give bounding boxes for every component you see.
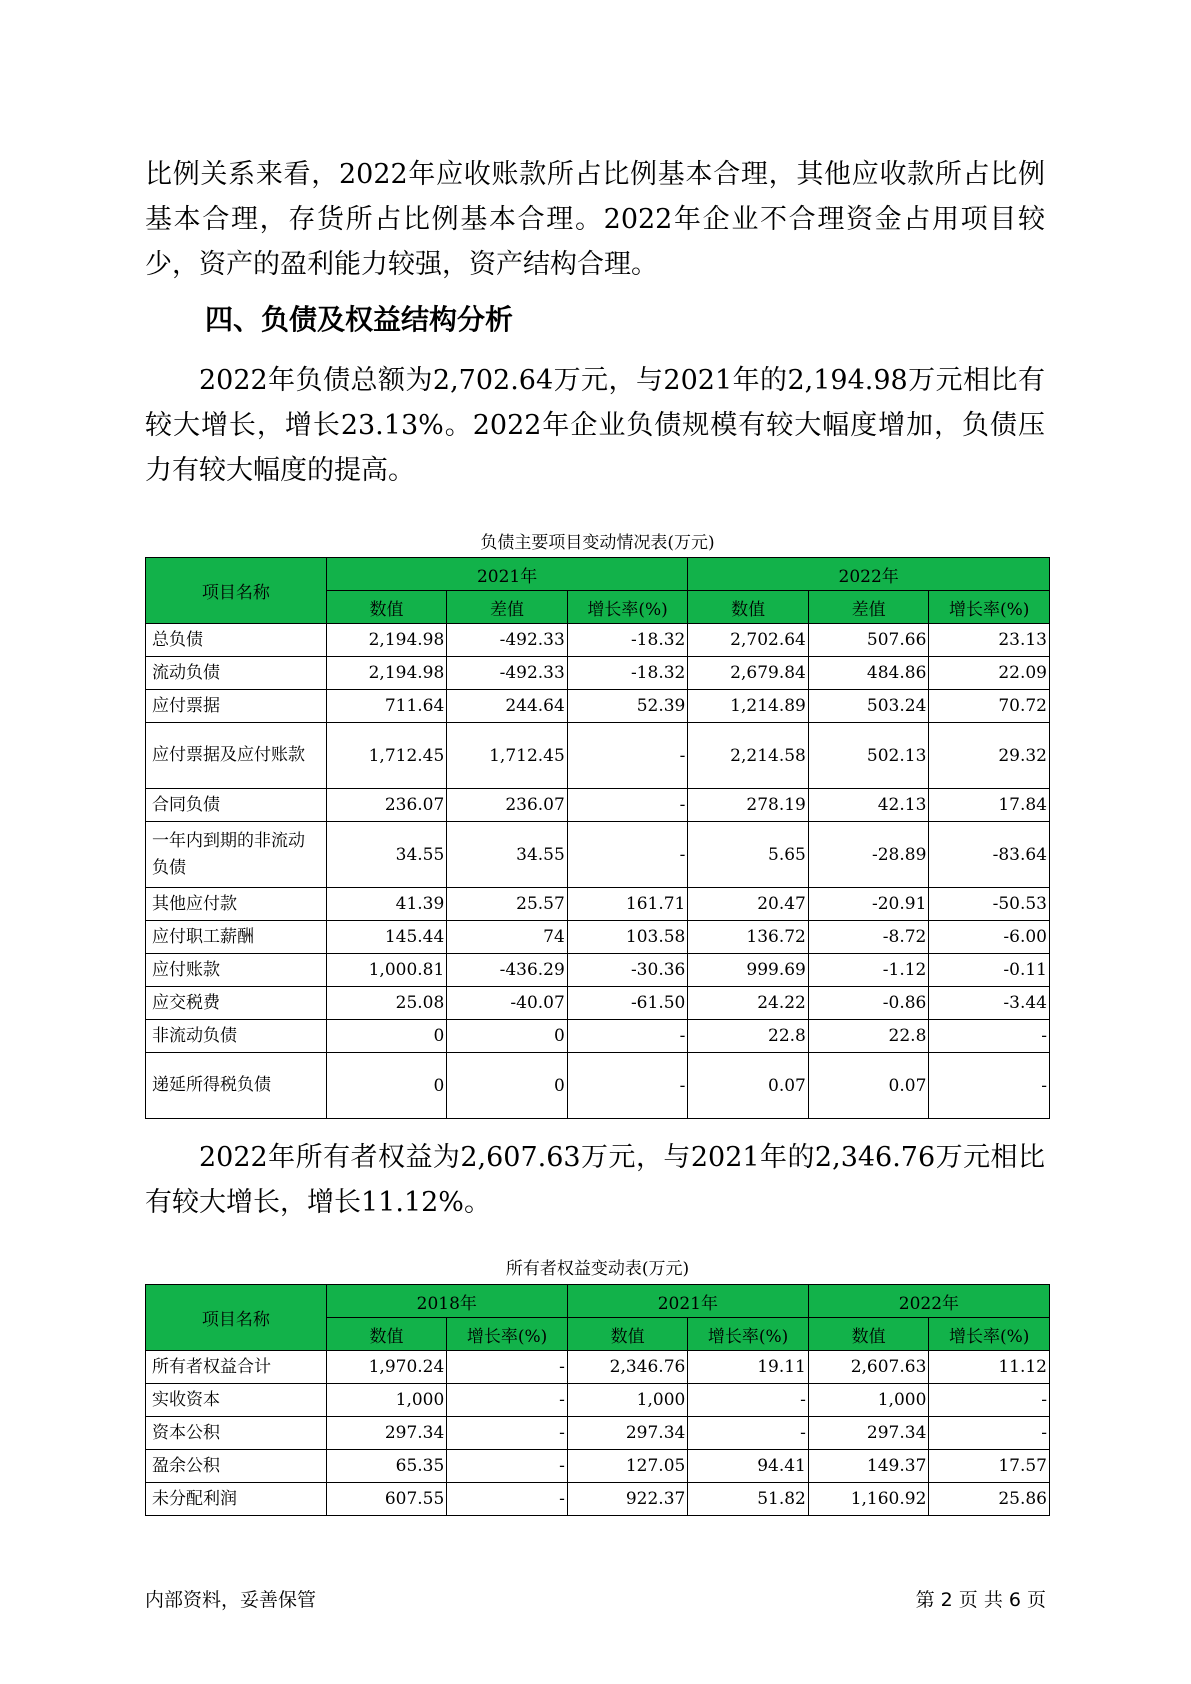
header-value: 数值 [326,1318,447,1351]
value-2021: 127.05 [567,1450,688,1483]
table-row [146,987,1050,1020]
diff-2021: 34.55 [447,822,568,888]
header-item-name: 项目名称 [146,558,327,624]
page-number: 第 2 页 共 6 页 [915,1589,1046,1611]
row-name: 应付账款 [146,954,327,987]
liability-table [145,557,1050,1119]
row-name: 应付票据及应付账款 [146,723,327,789]
rate-2021: -61.50 [567,987,688,1020]
diff-2022: 22.8 [808,1020,929,1053]
header-year-2022: 2022年 [688,558,1050,591]
value-2022: 24.22 [688,987,809,1020]
value-2022: 2,679.84 [688,657,809,690]
diff-2022: 42.13 [808,789,929,822]
rate-2022: 17.84 [929,789,1050,822]
rate-2022: -6.00 [929,921,1050,954]
rate-2022: 25.86 [929,1483,1050,1516]
row-name: 其他应付款 [146,888,327,921]
header-value: 数值 [326,591,447,624]
diff-2022: 502.13 [808,723,929,789]
diff-2021: 0 [447,1020,568,1053]
rate-2021: 52.39 [567,690,688,723]
row-name: 盈余公积 [146,1450,327,1483]
value-2021: 297.34 [567,1417,688,1450]
value-2021: 41.39 [326,888,447,921]
row-name: 合同负债 [146,789,327,822]
rate-2022: - [929,1384,1050,1417]
rate-2018: - [447,1450,568,1483]
rate-2021: 19.11 [688,1351,809,1384]
row-name: 应交税费 [146,987,327,1020]
equity-table [145,1284,1050,1516]
table-row [146,1053,1050,1119]
value-2021: 25.08 [326,987,447,1020]
rate-2021: 161.71 [567,888,688,921]
equity-table-caption: 所有者权益变动表(万元) [505,1259,690,1279]
value-2018: 607.55 [326,1483,447,1516]
diff-2021: 74 [447,921,568,954]
rate-2022: 29.32 [929,723,1050,789]
rate-2022: -83.64 [929,822,1050,888]
table-row [146,954,1050,987]
rate-2022: 22.09 [929,657,1050,690]
value-2021: 922.37 [567,1483,688,1516]
diff-2022: -0.86 [808,987,929,1020]
header-rate: 增长率(%) [929,591,1050,624]
rate-2018: - [447,1483,568,1516]
value-2021: 2,346.76 [567,1351,688,1384]
diff-2021: -40.07 [447,987,568,1020]
row-name: 实收资本 [146,1384,327,1417]
value-2021: 34.55 [326,822,447,888]
diff-2021: 0 [447,1053,568,1119]
header-year-2018: 2018年 [326,1285,567,1318]
row-name: 一年内到期的非流动负债 [146,822,327,888]
header-year-2021: 2021年 [567,1285,808,1318]
liability-summary-paragraph: 2022年负债总额为2,702.64万元，与2021年的2,194.98万元相比有较大增长，增长23.13%。2022年企业负债规模有较大幅度增加，负债压力有较大幅度的提高。 [145,365,1045,486]
rate-2021: 94.41 [688,1450,809,1483]
rate-2021: - [567,822,688,888]
header-rate: 增长率(%) [567,591,688,624]
value-2022: 1,160.92 [808,1483,929,1516]
row-name: 未分配利润 [146,1483,327,1516]
diff-2021: 244.64 [447,690,568,723]
row-name: 流动负债 [146,657,327,690]
header-year-2022: 2022年 [808,1285,1049,1318]
row-name: 递延所得税负债 [146,1053,327,1119]
diff-2022: 507.66 [808,624,929,657]
diff-2022: 0.07 [808,1053,929,1119]
value-2022: 0.07 [688,1053,809,1119]
value-2021: 145.44 [326,921,447,954]
rate-2021: - [567,789,688,822]
rate-2021: -18.32 [567,624,688,657]
rate-2022: 11.12 [929,1351,1050,1384]
value-2021: 0 [326,1020,447,1053]
rate-2022: - [929,1053,1050,1119]
value-2018: 1,000 [326,1384,447,1417]
rate-2018: - [447,1351,568,1384]
table-row [146,723,1050,789]
rate-2021: - [567,1020,688,1053]
rate-2022: - [929,1417,1050,1450]
rate-2022: 17.57 [929,1450,1050,1483]
row-name: 应付票据 [146,690,327,723]
table-row [146,1483,1050,1516]
header-item-name: 项目名称 [146,1285,327,1351]
value-2018: 65.35 [326,1450,447,1483]
diff-2021: 236.07 [447,789,568,822]
diff-2021: -492.33 [447,624,568,657]
rate-2018: - [447,1417,568,1450]
rate-2022: - [929,1020,1050,1053]
diff-2022: -1.12 [808,954,929,987]
diff-2021: 25.57 [447,888,568,921]
table-row [146,1351,1050,1384]
rate-2022: -3.44 [929,987,1050,1020]
value-2022: 1,000 [808,1384,929,1417]
value-2018: 1,970.24 [326,1351,447,1384]
row-name: 应付职工薪酬 [146,921,327,954]
diff-2022: -28.89 [808,822,929,888]
header-diff: 差值 [808,591,929,624]
diff-2022: 503.24 [808,690,929,723]
intro-paragraph: 比例关系来看，2022年应收账款所占比例基本合理，其他应收款所占比例基本合理，存货所占比例基本合理。2022年企业不合理资金占用项目较少，资产的盈利能力较强，资产结构合理。 [145,159,1045,280]
value-2022: 20.47 [688,888,809,921]
row-name: 所有者权益合计 [146,1351,327,1384]
rate-2022: 23.13 [929,624,1050,657]
header-rate: 增长率(%) [929,1318,1050,1351]
rate-2021: - [688,1417,809,1450]
table-row [146,624,1050,657]
value-2022: 278.19 [688,789,809,822]
rate-2022: -50.53 [929,888,1050,921]
equity-summary-paragraph: 2022年所有者权益为2,607.63万元，与2021年的2,346.76万元相比有较大增长，增长11.12%。 [145,1142,1045,1218]
table-row [146,921,1050,954]
value-2022: 999.69 [688,954,809,987]
header-rate: 增长率(%) [447,1318,568,1351]
rate-2018: - [447,1384,568,1417]
value-2022: 297.34 [808,1417,929,1450]
header-rate: 增长率(%) [688,1318,809,1351]
table-row [146,789,1050,822]
value-2022: 136.72 [688,921,809,954]
diff-2022: -20.91 [808,888,929,921]
table-row [146,657,1050,690]
diff-2022: -8.72 [808,921,929,954]
header-value: 数值 [688,591,809,624]
rate-2021: 103.58 [567,921,688,954]
liability-table-caption: 负债主要项目变动情况表(万元) [480,533,715,553]
table-row [146,690,1050,723]
value-2022: 5.65 [688,822,809,888]
row-name: 资本公积 [146,1417,327,1450]
rate-2021: - [688,1384,809,1417]
table-row [146,888,1050,921]
table-row [146,822,1050,888]
value-2018: 297.34 [326,1417,447,1450]
value-2022: 2,214.58 [688,723,809,789]
diff-2021: -436.29 [447,954,568,987]
rate-2022: 70.72 [929,690,1050,723]
value-2021: 1,000 [567,1384,688,1417]
diff-2021: -492.33 [447,657,568,690]
value-2022: 22.8 [688,1020,809,1053]
value-2021: 2,194.98 [326,657,447,690]
value-2021: 711.64 [326,690,447,723]
rate-2021: - [567,1053,688,1119]
rate-2021: -30.36 [567,954,688,987]
value-2022: 149.37 [808,1450,929,1483]
value-2021: 236.07 [326,789,447,822]
table-row [146,1384,1050,1417]
header-value: 数值 [808,1318,929,1351]
rate-2021: -18.32 [567,657,688,690]
rate-2022: -0.11 [929,954,1050,987]
row-name: 总负债 [146,624,327,657]
header-diff: 差值 [447,591,568,624]
confidential-note: 内部资料，妥善保管 [145,1589,317,1611]
value-2022: 2,702.64 [688,624,809,657]
table-row [146,1020,1050,1053]
rate-2021: 51.82 [688,1483,809,1516]
value-2022: 1,214.89 [688,690,809,723]
value-2022: 2,607.63 [808,1351,929,1384]
header-value: 数值 [567,1318,688,1351]
value-2021: 1,712.45 [326,723,447,789]
section-heading: 四、负债及权益结构分析 [205,303,514,336]
row-name: 非流动负债 [146,1020,327,1053]
table-row [146,1450,1050,1483]
value-2021: 0 [326,1053,447,1119]
header-year-2021: 2021年 [326,558,688,591]
value-2021: 2,194.98 [326,624,447,657]
table-row [146,1417,1050,1450]
diff-2022: 484.86 [808,657,929,690]
rate-2021: - [567,723,688,789]
value-2021: 1,000.81 [326,954,447,987]
diff-2021: 1,712.45 [447,723,568,789]
